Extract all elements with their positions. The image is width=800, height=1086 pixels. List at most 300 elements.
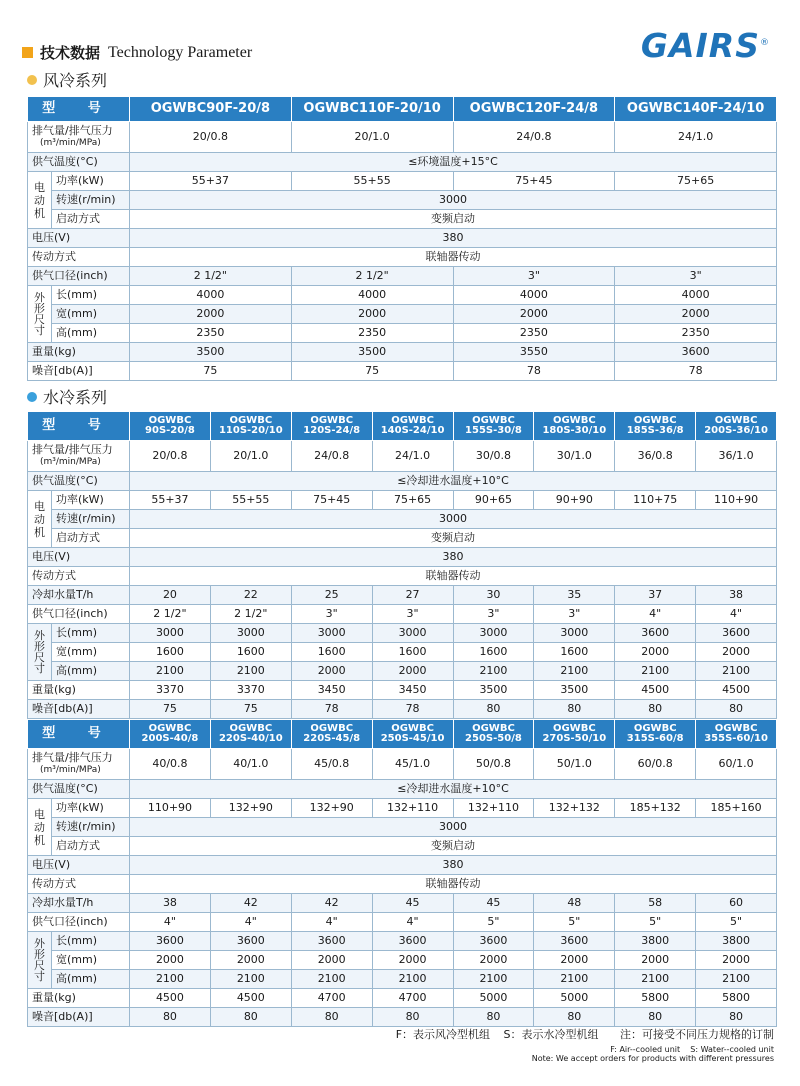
section-title-air: 风冷系列	[43, 71, 108, 90]
table-header-row	[28, 97, 777, 122]
port-cell: 4"	[210, 913, 291, 932]
section-dot-icon	[27, 75, 37, 85]
table-header-row	[28, 412, 777, 441]
cooling-cell: 37	[615, 586, 696, 605]
model-header	[534, 720, 615, 749]
port-cell: 5"	[696, 913, 777, 932]
width-cell: 2000	[453, 951, 534, 970]
table-row	[28, 875, 777, 894]
table-row	[28, 267, 777, 286]
table-row	[28, 913, 777, 932]
weight-label: 重量(kg)	[28, 343, 130, 362]
model-header	[372, 412, 453, 441]
length-cell: 3000	[372, 624, 453, 643]
model-name-top: OGWBC	[552, 723, 596, 734]
weight-cell: 4500	[615, 681, 696, 700]
cooling-cell: 35	[534, 586, 615, 605]
table-row	[28, 362, 777, 381]
capacity-cell: 60/1.0	[696, 749, 777, 780]
table-row	[28, 567, 777, 586]
weight-cell: 5000	[534, 989, 615, 1008]
weight-cell: 3500	[534, 681, 615, 700]
weight-label: 重量(kg)	[28, 681, 130, 700]
motor-char: 机	[34, 525, 45, 539]
model-name-bottom: 155S-30/8	[465, 425, 522, 436]
model-name-top: OGWBC	[391, 415, 434, 426]
dims-char: 尺	[34, 959, 45, 972]
width-cell: 2000	[453, 305, 615, 324]
table-row	[28, 210, 777, 229]
length-cell: 3600	[615, 624, 696, 643]
width-cell: 2000	[291, 951, 372, 970]
noise-cell: 75	[210, 700, 291, 719]
capacity-cell: 50/0.8	[453, 749, 534, 780]
section-title-water: 水冷系列	[43, 388, 108, 407]
table-row	[28, 780, 777, 799]
dims-char: 形	[34, 948, 45, 961]
dims-char: 寸	[34, 662, 45, 675]
model-header	[130, 412, 211, 441]
power-cell: 132+110	[453, 799, 534, 818]
length-label: 长(mm)	[52, 624, 130, 643]
capacity-cell: 20/0.8	[130, 122, 292, 153]
dims-char: 外	[34, 937, 45, 950]
weight-cell: 4500	[130, 989, 211, 1008]
width-cell: 1600	[210, 643, 291, 662]
voltage-label: 电压(V)	[28, 856, 130, 875]
port-cell: 5"	[453, 913, 534, 932]
dims-char: 形	[34, 302, 45, 315]
capacity-cell: 60/0.8	[615, 749, 696, 780]
voltage-label: 电压(V)	[28, 548, 130, 567]
height-cell: 2350	[615, 324, 777, 343]
capacity-cell: 24/0.8	[453, 122, 615, 153]
table-header-row	[28, 720, 777, 749]
dims-char: 外	[34, 291, 45, 304]
capacity-label-line2: (m³/min/MPa)	[40, 138, 101, 148]
port-cell: 3"	[615, 267, 777, 286]
capacity-label	[28, 749, 130, 780]
model-name-bottom: 140S-24/10	[380, 425, 445, 436]
power-cell: 75+45	[291, 491, 372, 510]
weight-cell: 5000	[453, 989, 534, 1008]
start-cell: 变频启动	[130, 837, 777, 856]
weight-cell: 3370	[130, 681, 211, 700]
capacity-cell: 20/0.8	[130, 441, 211, 472]
noise-cell: 80	[210, 1008, 291, 1027]
table-row	[28, 970, 777, 989]
motor-group-label	[28, 799, 52, 856]
weight-cell: 3500	[453, 681, 534, 700]
cooling-label: 冷却水量T/h	[28, 586, 130, 605]
voltage-cell: 380	[130, 229, 777, 248]
logo-text: GAIRS	[640, 26, 760, 65]
dims-char: 外	[34, 629, 45, 642]
table-row	[28, 932, 777, 951]
page-header	[22, 42, 252, 63]
capacity-cell: 24/1.0	[372, 441, 453, 472]
model-header	[534, 412, 615, 441]
port-cell: 2 1/2"	[210, 605, 291, 624]
noise-cell: 75	[130, 700, 211, 719]
height-cell: 2100	[291, 970, 372, 989]
model-name-top: OGWBC	[310, 723, 354, 734]
noise-cell: 78	[372, 700, 453, 719]
length-cell: 4000	[453, 286, 615, 305]
motor-char: 动	[34, 512, 45, 526]
height-cell: 2100	[453, 970, 534, 989]
length-cell: 3600	[291, 932, 372, 951]
temp-cell: ≤冷却进水温度+10°C	[130, 472, 777, 491]
logo-registered-mark: ®	[760, 38, 770, 48]
width-cell: 2000	[615, 951, 696, 970]
footer-legend	[386, 1026, 774, 1042]
table-row	[28, 491, 777, 510]
model-name-bottom: 110S-20/10	[218, 425, 283, 436]
noise-cell: 80	[534, 1008, 615, 1027]
height-cell: 2350	[291, 324, 453, 343]
power-cell: 110+75	[615, 491, 696, 510]
model-name-bottom: 200S-40/8	[141, 733, 199, 744]
model-header	[453, 720, 534, 749]
voltage-cell: 380	[130, 548, 777, 567]
table-row	[28, 1008, 777, 1027]
cooling-cell: 45	[453, 894, 534, 913]
start-cell: 变频启动	[130, 529, 777, 548]
width-cell: 1600	[453, 643, 534, 662]
speed-cell: 3000	[130, 191, 777, 210]
power-cell: 75+65	[372, 491, 453, 510]
height-cell: 2100	[130, 662, 211, 681]
table-row	[28, 122, 777, 153]
type-header: 型 号	[28, 97, 130, 122]
speed-cell: 3000	[130, 510, 777, 529]
noise-cell: 80	[534, 700, 615, 719]
power-cell: 55+55	[291, 172, 453, 191]
model-name-bottom: 120S-24/8	[303, 425, 361, 436]
model-header: OGWBC110F-20/10	[291, 97, 453, 122]
noise-cell: 75	[291, 362, 453, 381]
voltage-cell: 380	[130, 856, 777, 875]
cooling-label: 冷却水量T/h	[28, 894, 130, 913]
noise-cell: 80	[372, 1008, 453, 1027]
capacity-cell: 40/1.0	[210, 749, 291, 780]
section-dot-icon	[27, 392, 37, 402]
noise-label: 噪音[db(A)]	[28, 362, 130, 381]
dims-char: 寸	[34, 324, 45, 337]
capacity-cell: 24/1.0	[615, 122, 777, 153]
width-label: 宽(mm)	[52, 951, 130, 970]
width-cell: 2000	[696, 951, 777, 970]
cooling-cell: 45	[372, 894, 453, 913]
cooling-cell: 27	[372, 586, 453, 605]
speed-label: 转速(r/min)	[52, 510, 130, 529]
weight-cell: 4500	[210, 989, 291, 1008]
length-cell: 3600	[210, 932, 291, 951]
length-cell: 3800	[615, 932, 696, 951]
power-cell: 110+90	[696, 491, 777, 510]
length-cell: 3600	[696, 624, 777, 643]
cooling-cell: 30	[453, 586, 534, 605]
noise-cell: 80	[291, 1008, 372, 1027]
water-cooled-table-2	[27, 719, 777, 1027]
dims-group-label	[28, 624, 52, 681]
model-name-top: OGWBC	[633, 415, 677, 426]
table-row	[28, 548, 777, 567]
table-row	[28, 989, 777, 1008]
capacity-cell: 20/1.0	[210, 441, 291, 472]
type-header: 型 号	[28, 412, 130, 441]
height-label: 高(mm)	[52, 970, 130, 989]
noise-cell: 80	[130, 1008, 211, 1027]
cooling-cell: 22	[210, 586, 291, 605]
table-row	[28, 191, 777, 210]
width-cell: 2000	[210, 951, 291, 970]
drive-label: 传动方式	[28, 567, 130, 586]
note-en: Note: We accept orders for products with different pressures	[531, 1054, 774, 1063]
drive-label: 传动方式	[28, 875, 130, 894]
capacity-label-line1: 排气量/排气压力	[32, 751, 113, 764]
port-cell: 3"	[291, 605, 372, 624]
motor-char: 动	[34, 820, 45, 834]
capacity-cell: 45/0.8	[291, 749, 372, 780]
model-name-bottom: 180S-30/10	[542, 425, 607, 436]
model-name-bottom: 250S-50/8	[465, 733, 522, 744]
weight-cell: 3370	[210, 681, 291, 700]
length-cell: 3000	[130, 624, 211, 643]
air-cooled-table	[27, 96, 777, 381]
model-name-top: OGWBC	[148, 415, 192, 426]
width-label: 宽(mm)	[52, 305, 130, 324]
model-name-bottom: 315S-60/8	[626, 733, 684, 744]
model-header	[615, 412, 696, 441]
capacity-cell: 36/0.8	[615, 441, 696, 472]
voltage-label: 电压(V)	[28, 229, 130, 248]
cooling-cell: 20	[130, 586, 211, 605]
noise-cell: 80	[696, 1008, 777, 1027]
weight-cell: 3550	[453, 343, 615, 362]
table-row	[28, 643, 777, 662]
table-row	[28, 153, 777, 172]
dims-char: 尺	[34, 313, 45, 326]
header-title-cn: 技术数据	[40, 44, 101, 62]
weight-cell: 3450	[291, 681, 372, 700]
power-cell: 55+37	[130, 172, 292, 191]
start-label: 启动方式	[52, 837, 130, 856]
noise-label: 噪音[db(A)]	[28, 700, 130, 719]
power-cell: 90+65	[453, 491, 534, 510]
port-cell: 3"	[453, 605, 534, 624]
model-name-bottom: 355S-60/10	[704, 733, 768, 744]
legend-s: S：表示水冷型机组	[503, 1028, 599, 1041]
noise-cell: 80	[615, 1008, 696, 1027]
model-header	[130, 720, 211, 749]
power-label: 功率(kW)	[52, 491, 130, 510]
width-label: 宽(mm)	[52, 643, 130, 662]
power-cell: 132+90	[210, 799, 291, 818]
noise-cell: 75	[130, 362, 292, 381]
model-name-top: OGWBC	[472, 415, 515, 426]
noise-cell: 78	[291, 700, 372, 719]
length-cell: 3000	[210, 624, 291, 643]
table-row	[28, 799, 777, 818]
model-header	[696, 720, 777, 749]
height-cell: 2000	[372, 662, 453, 681]
weight-cell: 5800	[696, 989, 777, 1008]
model-header	[210, 412, 291, 441]
power-cell: 75+45	[453, 172, 615, 191]
height-cell: 2100	[534, 662, 615, 681]
model-name-top: OGWBC	[148, 723, 192, 734]
port-cell: 4"	[696, 605, 777, 624]
section-water-cooled	[27, 385, 107, 408]
length-label: 长(mm)	[52, 286, 130, 305]
model-name-bottom: 270S-50/10	[542, 733, 607, 744]
height-cell: 2100	[615, 970, 696, 989]
cooling-cell: 58	[615, 894, 696, 913]
width-cell: 2000	[291, 305, 453, 324]
port-cell: 4"	[130, 913, 211, 932]
port-cell: 4"	[372, 913, 453, 932]
table-row	[28, 172, 777, 191]
model-header	[291, 412, 372, 441]
capacity-cell: 20/1.0	[291, 122, 453, 153]
noise-cell: 80	[453, 700, 534, 719]
table-row	[28, 586, 777, 605]
model-name-bottom: 185S-36/8	[626, 425, 684, 436]
model-name-bottom: 200S-36/10	[704, 425, 768, 436]
capacity-label-line1: 排气量/排气压力	[32, 124, 113, 137]
width-cell: 2000	[615, 305, 777, 324]
table-row	[28, 229, 777, 248]
temp-label: 供气温度(°C)	[28, 780, 130, 799]
legend-f: F：表示风冷型机组	[395, 1028, 491, 1041]
model-name-top: OGWBC	[229, 723, 273, 734]
table-row	[28, 700, 777, 719]
table-row	[28, 749, 777, 780]
weight-cell: 3600	[615, 343, 777, 362]
header-square-icon	[22, 47, 33, 58]
weight-label: 重量(kg)	[28, 989, 130, 1008]
height-cell: 2100	[130, 970, 211, 989]
port-label: 供气口径(inch)	[28, 267, 130, 286]
cooling-cell: 42	[210, 894, 291, 913]
port-cell: 4"	[615, 605, 696, 624]
length-cell: 3000	[291, 624, 372, 643]
capacity-label	[28, 122, 130, 153]
capacity-cell: 40/0.8	[130, 749, 211, 780]
table-row	[28, 681, 777, 700]
model-name-bottom: 220S-45/8	[303, 733, 361, 744]
power-cell: 185+160	[696, 799, 777, 818]
header-title-en: Technology Parameter	[108, 43, 253, 61]
height-cell: 2100	[210, 662, 291, 681]
power-cell: 110+90	[130, 799, 211, 818]
table-row	[28, 837, 777, 856]
motor-char: 机	[34, 206, 45, 220]
section-air-cooled	[27, 68, 107, 91]
height-cell: 2100	[615, 662, 696, 681]
dims-group-label	[28, 286, 52, 343]
height-label: 高(mm)	[52, 324, 130, 343]
table-row	[28, 343, 777, 362]
brand-logo	[641, 26, 770, 65]
footer-note-en	[532, 1045, 774, 1063]
model-name-top: OGWBC	[633, 723, 677, 734]
width-cell: 2000	[130, 951, 211, 970]
noise-cell: 80	[615, 700, 696, 719]
width-cell: 2000	[130, 305, 292, 324]
table-row	[28, 856, 777, 875]
length-cell: 3000	[534, 624, 615, 643]
noise-label: 噪音[db(A)]	[28, 1008, 130, 1027]
model-header	[372, 720, 453, 749]
legend-en: F: Air--cooled unit S: Water--cooled unit	[610, 1045, 774, 1054]
power-cell: 55+37	[130, 491, 211, 510]
power-label: 功率(kW)	[52, 799, 130, 818]
table-row	[28, 662, 777, 681]
capacity-cell: 36/1.0	[696, 441, 777, 472]
dims-group-label	[28, 932, 52, 989]
table-row	[28, 605, 777, 624]
capacity-label-line2: (m³/min/MPa)	[40, 457, 101, 467]
capacity-label	[28, 441, 130, 472]
model-name-top: OGWBC	[552, 415, 596, 426]
length-cell: 4000	[615, 286, 777, 305]
drive-cell: 联轴器传动	[130, 875, 777, 894]
weight-cell: 4500	[696, 681, 777, 700]
port-label: 供气口径(inch)	[28, 913, 130, 932]
speed-label: 转速(r/min)	[52, 191, 130, 210]
drive-label: 传动方式	[28, 248, 130, 267]
length-cell: 3000	[453, 624, 534, 643]
type-header: 型 号	[28, 720, 130, 749]
port-label: 供气口径(inch)	[28, 605, 130, 624]
width-cell: 1600	[534, 643, 615, 662]
model-name-top: OGWBC	[714, 415, 758, 426]
motor-group-label	[28, 491, 52, 548]
table-row	[28, 894, 777, 913]
length-label: 长(mm)	[52, 932, 130, 951]
table-row	[28, 248, 777, 267]
model-name-bottom: 250S-45/10	[380, 733, 445, 744]
motor-group-label	[28, 172, 52, 229]
capacity-cell: 24/0.8	[291, 441, 372, 472]
note-cn: 注：可接受不同压力规格的订制	[620, 1028, 774, 1041]
power-cell: 132+110	[372, 799, 453, 818]
model-header: OGWBC120F-24/8	[453, 97, 615, 122]
model-header	[210, 720, 291, 749]
capacity-cell: 30/0.8	[453, 441, 534, 472]
power-cell: 90+90	[534, 491, 615, 510]
power-cell: 132+132	[534, 799, 615, 818]
cooling-cell: 60	[696, 894, 777, 913]
width-cell: 2000	[534, 951, 615, 970]
port-cell: 2 1/2"	[130, 267, 292, 286]
model-header	[696, 412, 777, 441]
model-header: OGWBC140F-24/10	[615, 97, 777, 122]
temp-label: 供气温度(°C)	[28, 153, 130, 172]
table-row	[28, 305, 777, 324]
dims-char: 寸	[34, 970, 45, 983]
port-cell: 5"	[615, 913, 696, 932]
port-cell: 3"	[372, 605, 453, 624]
noise-cell: 78	[615, 362, 777, 381]
width-cell: 2000	[615, 643, 696, 662]
port-cell: 3"	[453, 267, 615, 286]
weight-cell: 3500	[130, 343, 292, 362]
start-label: 启动方式	[52, 210, 130, 229]
